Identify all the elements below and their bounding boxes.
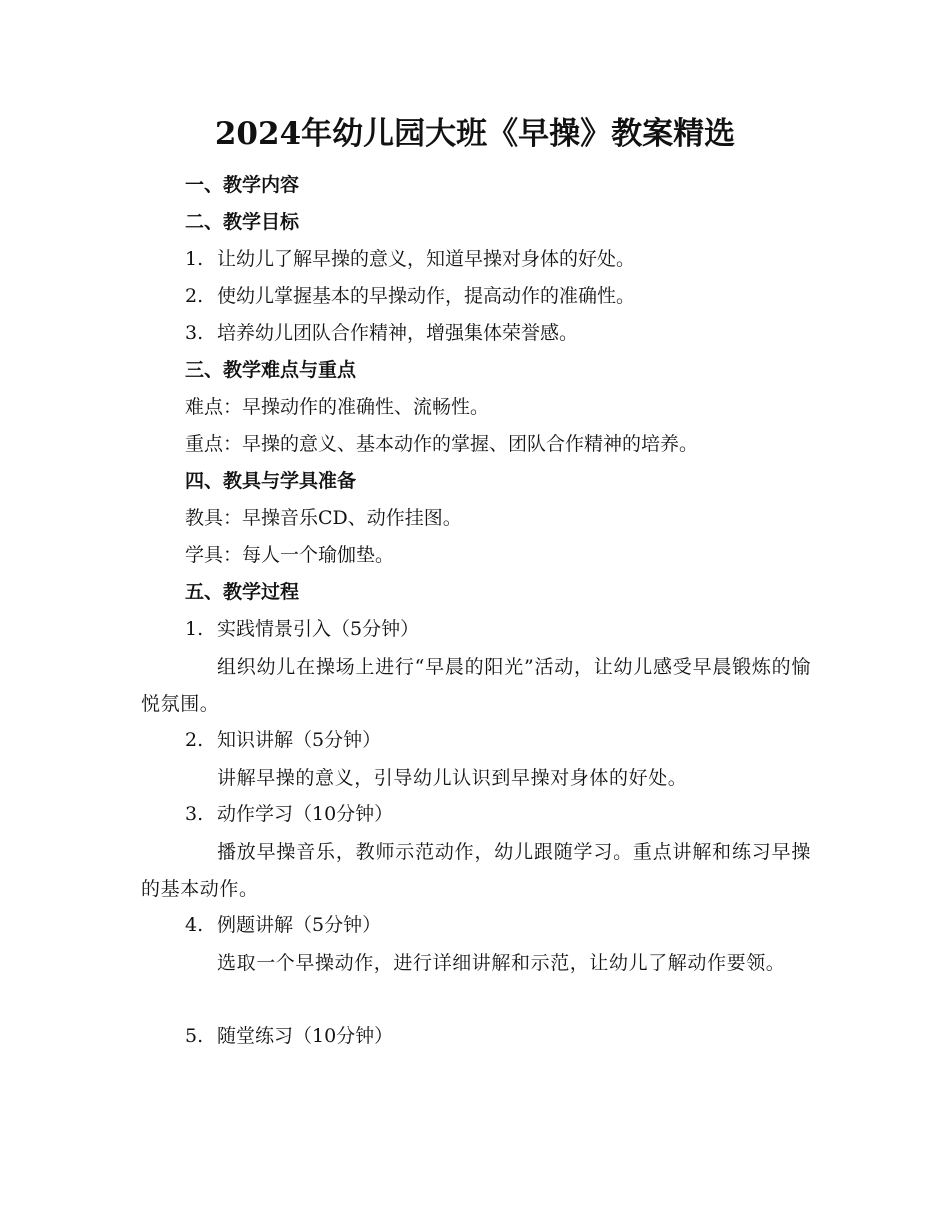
step-body: 选取一个早操动作，进行详细讲解和示范，让幼儿了解动作要领。 xyxy=(217,952,786,974)
keypoint-text: 重点：早操的意义、基本动作的掌握、团队合作精神的培养。 xyxy=(185,433,699,455)
step-body: 讲解早操的意义，引导幼儿认识到早操对身体的好处。 xyxy=(217,767,688,789)
goal-number: 1. xyxy=(185,248,204,270)
step-heading xyxy=(185,615,419,643)
step-body: 组织幼儿在操场上进行“早晨的阳光”活动，让幼儿感受早晨锻炼的愉悦氛围。 xyxy=(141,656,811,715)
goal-number: 3. xyxy=(185,322,204,344)
step-title: 例题讲解（5分钟） xyxy=(217,914,382,936)
teaching-aids-text: 教具：早操音乐CD、动作挂图。 xyxy=(185,507,462,529)
document-title: 2024年幼儿园大班《早操》教案精选 xyxy=(214,116,736,152)
goal-text: 使幼儿掌握基本的早操动作，提高动作的准确性。 xyxy=(217,285,636,307)
difficulty-text: 难点：早操动作的准确性、流畅性。 xyxy=(185,396,490,418)
step-number: 1. xyxy=(185,618,204,640)
step-heading xyxy=(185,1022,393,1050)
learning-aids-text: 学具：每人一个瑜伽垫。 xyxy=(185,544,395,566)
goal-number: 2. xyxy=(185,285,204,307)
section-heading-process: 五、教学过程 xyxy=(185,581,300,603)
section-heading-materials: 四、教具与学具准备 xyxy=(185,470,357,492)
goal-text: 培养幼儿团队合作精神，增强集体荣誉感。 xyxy=(217,322,579,344)
step-title: 动作学习（10分钟） xyxy=(217,803,394,825)
goal-item xyxy=(185,319,578,347)
step-number: 2. xyxy=(185,729,204,751)
goal-text: 让幼儿了解早操的意义，知道早操对身体的好处。 xyxy=(217,248,636,270)
section-heading-difficulties: 三、教学难点与重点 xyxy=(185,359,357,381)
step-number: 4. xyxy=(185,914,204,936)
step-body: 播放早操音乐，教师示范动作，幼儿跟随学习。重点讲解和练习早操的基本动作。 xyxy=(141,841,811,900)
step-heading xyxy=(185,726,381,754)
step-title: 实践情景引入（5分钟） xyxy=(217,618,420,640)
section-heading-goals: 二、教学目标 xyxy=(185,211,300,233)
goal-item xyxy=(185,245,635,273)
step-number: 3. xyxy=(185,803,204,825)
step-title: 知识讲解（5分钟） xyxy=(217,729,382,751)
step-heading xyxy=(185,800,393,828)
section-heading-content: 一、教学内容 xyxy=(185,174,300,196)
step-heading xyxy=(185,911,381,939)
goal-item xyxy=(185,282,635,310)
step-number: 5. xyxy=(185,1025,204,1047)
step-title: 随堂练习（10分钟） xyxy=(217,1025,394,1047)
